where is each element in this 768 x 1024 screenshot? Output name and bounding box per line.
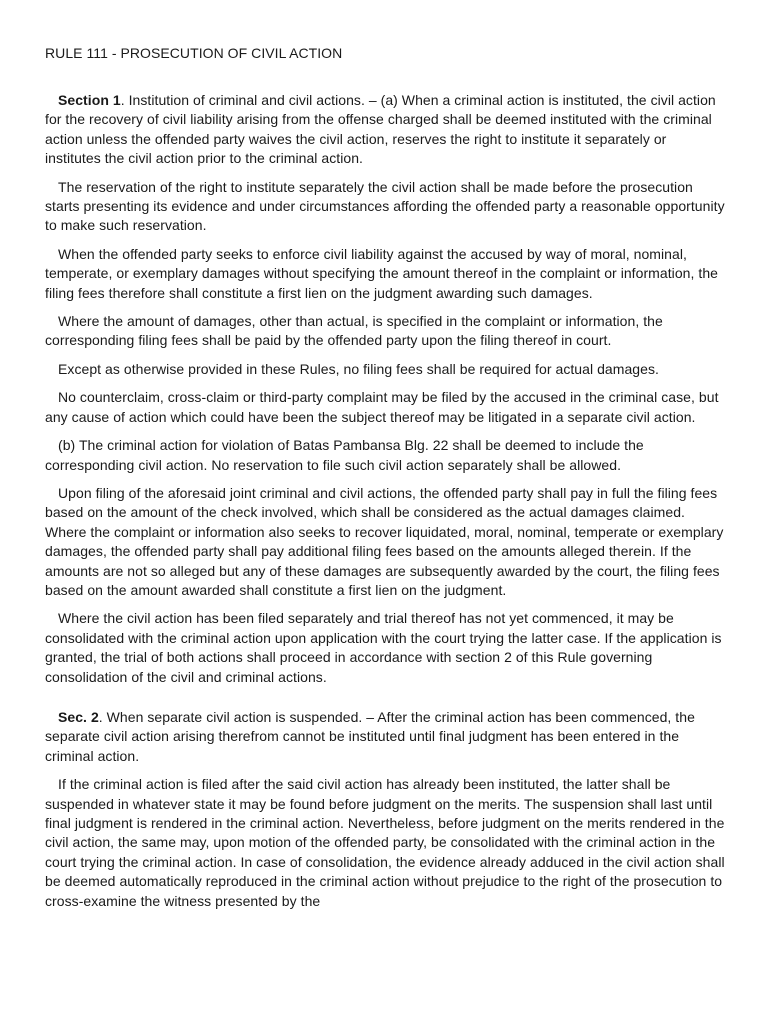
- section-1-paragraph: Except as otherwise provided in these Rules, no filing fees shall be required for actual damages.: [58, 360, 659, 377]
- section-1-paragraph: No counterclaim, cross-claim or third-party complaint may be filed by the accused in the criminal case, but any cause of action which could have been the subject thereof may be litigated in a separate civil action.: [45, 389, 719, 425]
- document-page: [45, 44, 725, 920]
- section-2-paragraph: [45, 708, 725, 766]
- section-1-paragraph: (b) The criminal action for violation of Batas Pambansa Blg. 22 shall be deemed to include the corresponding civil action. No reservation to file such civil action separately shall be allowed.: [45, 437, 644, 473]
- section-2-paragraph: If the criminal action is filed after the said civil action has already been instituted, the latter shall be suspended in whatever state it may be found before judgment on the merits. The suspension shall last until final judgment is rendered in the criminal action. Nevertheless, before judgment on the merits rendered in the civil action, the same may, upon motion of the offended party, be consolidated with the criminal action in the court trying the criminal action. In case of consolidation, the evidence already adduced in the civil action shall be deemed automatically reproduced in the criminal action without prejudice to the right of the prosecution to cross-examine the witness presented by the: [45, 776, 725, 909]
- section-1-intro: . Institution of criminal and civil actions. – (a) When a criminal action is instituted, the civil action for the recovery of civil liability arising from the offense charged shall be deemed instituted with the criminal action unless the offended party waives the civil action, reserves the right to institute it separately or institutes the civil action prior to the criminal action.: [45, 92, 716, 167]
- section-1-paragraph: Where the civil action has been filed separately and trial thereof has not yet commenced, it may be consolidated with the criminal action upon application with the court trying the latter case. If the application is granted, the trial of both actions shall proceed in accordance with section 2 of this Rule governing consolidation of the civil and criminal actions.: [45, 610, 722, 685]
- section-2-intro: . When separate civil action is suspended. – After the criminal action has been commenced, the separate civil action arising therefrom cannot be instituted until final judgment has been entered in the criminal action.: [45, 708, 695, 764]
- section-2-label: Sec. 2: [58, 708, 99, 725]
- section-1-paragraph: The reservation of the right to institute separately the civil action shall be made before the prosecution starts presenting its evidence and under circumstances affording the offended party a reasonable opportunity to make such reservation.: [45, 178, 725, 234]
- section-1-label: Section 1: [58, 92, 121, 108]
- rule-title: RULE 111 - PROSECUTION OF CIVIL ACTION: [45, 45, 343, 61]
- section-1-paragraph: [45, 91, 725, 169]
- section-1-paragraph: Where the amount of damages, other than actual, is specified in the complaint or information, the corresponding filing fees shall be paid by the offended party upon the filing thereof in court.: [45, 313, 663, 349]
- section-1-paragraph: Upon filing of the aforesaid joint criminal and civil actions, the offended party shall pay in full the filing fees based on the amount of the check involved, which shall be considered as the actual damages claimed. Where the complaint or information also seeks to recover liquidated, moral, nominal, temperate or exemplary damages, the offended party shall pay additional filing fees based on the amounts alleged therein. If the amounts are not so alleged but any of these damages are subsequently awarded by the court, the filing fees based on the amount awarded shall constitute a first lien on the judgment.: [45, 484, 724, 598]
- section-1-paragraph: When the offended party seeks to enforce civil liability against the accused by way of moral, nominal, temperate, or exemplary damages without specifying the amount thereof in the complaint or information, the filing fees therefore shall constitute a first lien on the judgment awarding such damages.: [45, 245, 718, 301]
